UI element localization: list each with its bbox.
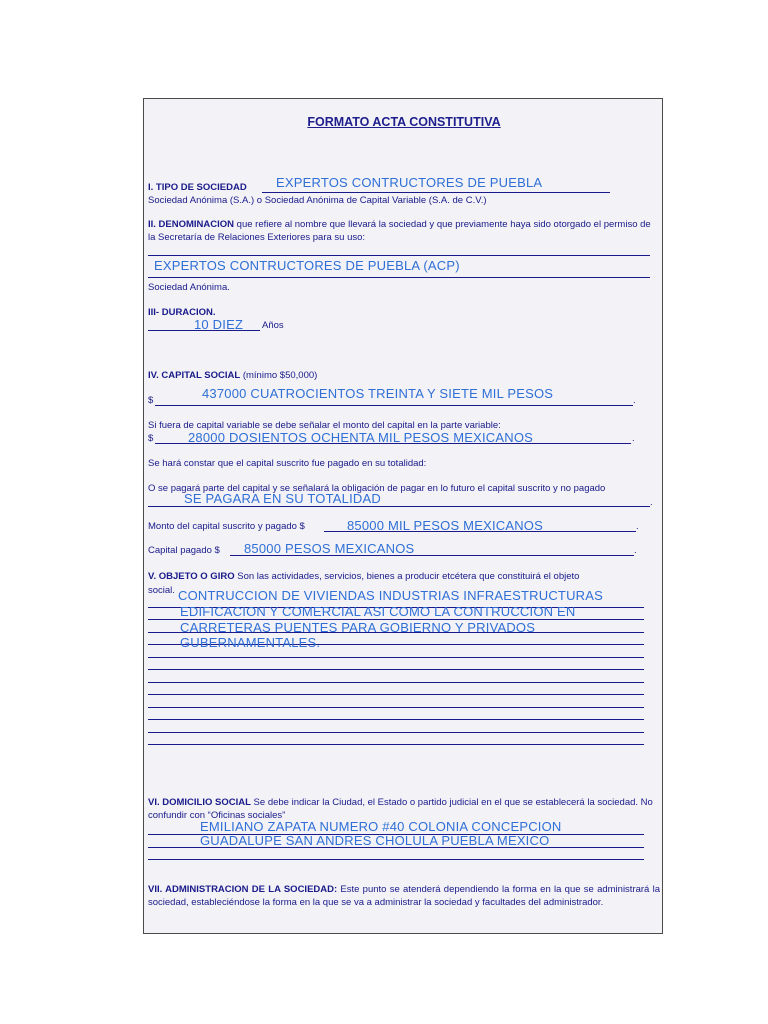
objeto-line-5: [148, 657, 644, 658]
section-2-text: II. DENOMINACION que refiere al nombre que llevará la sociedad y que previamente haya sido otorgado el permiso de la Secretaría de Relaciones Exteriores para su uso:: [148, 219, 651, 243]
objeto-field-line-4[interactable]: GUBERNAMENTALES.: [180, 635, 321, 650]
objeto-field-line-2[interactable]: EDIFICACION Y COMERCIAL ASI COMO LA CONTRUCCION EN: [180, 604, 576, 619]
subscribed-field[interactable]: 85000 MIL PESOS MEXICANOS: [347, 518, 543, 533]
partial-payment-field[interactable]: SE PAGARA EN SU TOTALIDAD: [184, 491, 381, 506]
partial-end-mark: .: [650, 497, 653, 508]
objeto-line-12: [148, 744, 644, 745]
section-3-label: III- DURACION.: [148, 307, 216, 318]
subscribed-end-mark: .: [636, 521, 639, 532]
variable-currency: $: [148, 433, 154, 444]
capital-end-mark: .: [633, 395, 636, 406]
section-5-text-2: social.: [148, 585, 175, 596]
paid-capital-field[interactable]: 85000 PESOS MEXICANOS: [244, 541, 415, 556]
section-1-underline: [262, 192, 610, 193]
section-1-note: Sociedad Anónima (S.A.) o Sociedad Anónima de Capital Variable (S.A. de C.V.): [148, 195, 487, 206]
capital-underline: [155, 405, 633, 406]
paid-capital-end-mark: .: [634, 545, 637, 556]
objeto-line-6: [148, 669, 644, 670]
duracion-field[interactable]: 10 DIEZ: [194, 317, 244, 332]
objeto-line-10: [148, 719, 644, 720]
domicilio-line-3: [148, 859, 644, 860]
section-7-text: VII. ADMINISTRACION DE LA SOCIEDAD: Este punto se atenderá dependiendo la forma en la que se administrará la sociedad, estableciéndose la forma en la que se va a administrar la sociedad y facultades del administrador.: [148, 884, 660, 908]
section-6-text: VI. DOMICILIO SOCIAL Se debe indicar la Ciudad, el Estado o partido judicial en el que se establecerá la sociedad. No confundir con “Oficinas sociales”: [148, 797, 653, 821]
capital-currency: $: [148, 395, 154, 406]
variable-capital-field[interactable]: 28000 DOSIENTOS OCHENTA MIL PESOS MEXICANOS: [188, 430, 534, 445]
section-3-unit: Años: [262, 320, 284, 331]
variable-end-mark: .: [632, 433, 635, 444]
paid-total-text: Se hará constar que el capital suscrito fue pagado en su totalidad:: [148, 458, 427, 469]
form-title: FORMATO ACTA CONSTITUTIVA: [307, 115, 501, 129]
objeto-line-7: [148, 682, 644, 683]
section-5-text: V. OBJETO O GIRO Son las actividades, servicios, bienes a producir etcétera que constituirá el objeto: [148, 571, 580, 582]
variable-capital-text: Si fuera de capital variable se debe señalar el monto del capital en la parte variable:: [148, 420, 501, 431]
section-2-line-1: [148, 255, 650, 256]
tipo-sociedad-field[interactable]: EXPERTOS CONTRUCTORES DE PUEBLA: [276, 175, 543, 190]
denominacion-field[interactable]: EXPERTOS CONTRUCTORES DE PUEBLA (ACP): [154, 258, 460, 273]
objeto-line-8: [148, 694, 644, 695]
section-2-line-2: [148, 277, 650, 278]
paid-capital-label: Capital pagado $: [148, 545, 220, 556]
objeto-field-line-1[interactable]: CONTRUCCION DE VIVIENDAS INDUSTRIAS INFRAESTRUCTURAS: [178, 588, 603, 603]
subscribed-label: Monto del capital suscrito y pagado $: [148, 521, 305, 532]
partial-underline: [148, 506, 650, 507]
capital-social-field[interactable]: 437000 CUATROCIENTOS TREINTA Y SIETE MIL PESOS: [202, 386, 554, 401]
objeto-line-9: [148, 707, 644, 708]
partial-payment-text: O se pagará parte del capital y se señalará la obligación de pagar en lo futuro el capital suscrito y no pagado: [148, 483, 606, 494]
objeto-line-11: [148, 732, 644, 733]
domicilio-field-line-2[interactable]: GUADALUPE SAN ANDRES CHOLULA PUEBLA MEXICO: [200, 833, 550, 848]
objeto-field-line-3[interactable]: CARRETERAS PUENTES PARA GOBIERNO Y PRIVADOS: [180, 620, 536, 635]
section-4-label: IV. CAPITAL SOCIAL (mínimo $50,000): [148, 370, 318, 381]
acta-constitutiva-form: [143, 98, 663, 934]
section-2-note: Sociedad Anónima.: [148, 282, 230, 293]
domicilio-field-line-1[interactable]: EMILIANO ZAPATA NUMERO #40 COLONIA CONCEPCION: [200, 819, 562, 834]
section-1-label: I. TIPO DE SOCIEDAD: [148, 182, 247, 193]
